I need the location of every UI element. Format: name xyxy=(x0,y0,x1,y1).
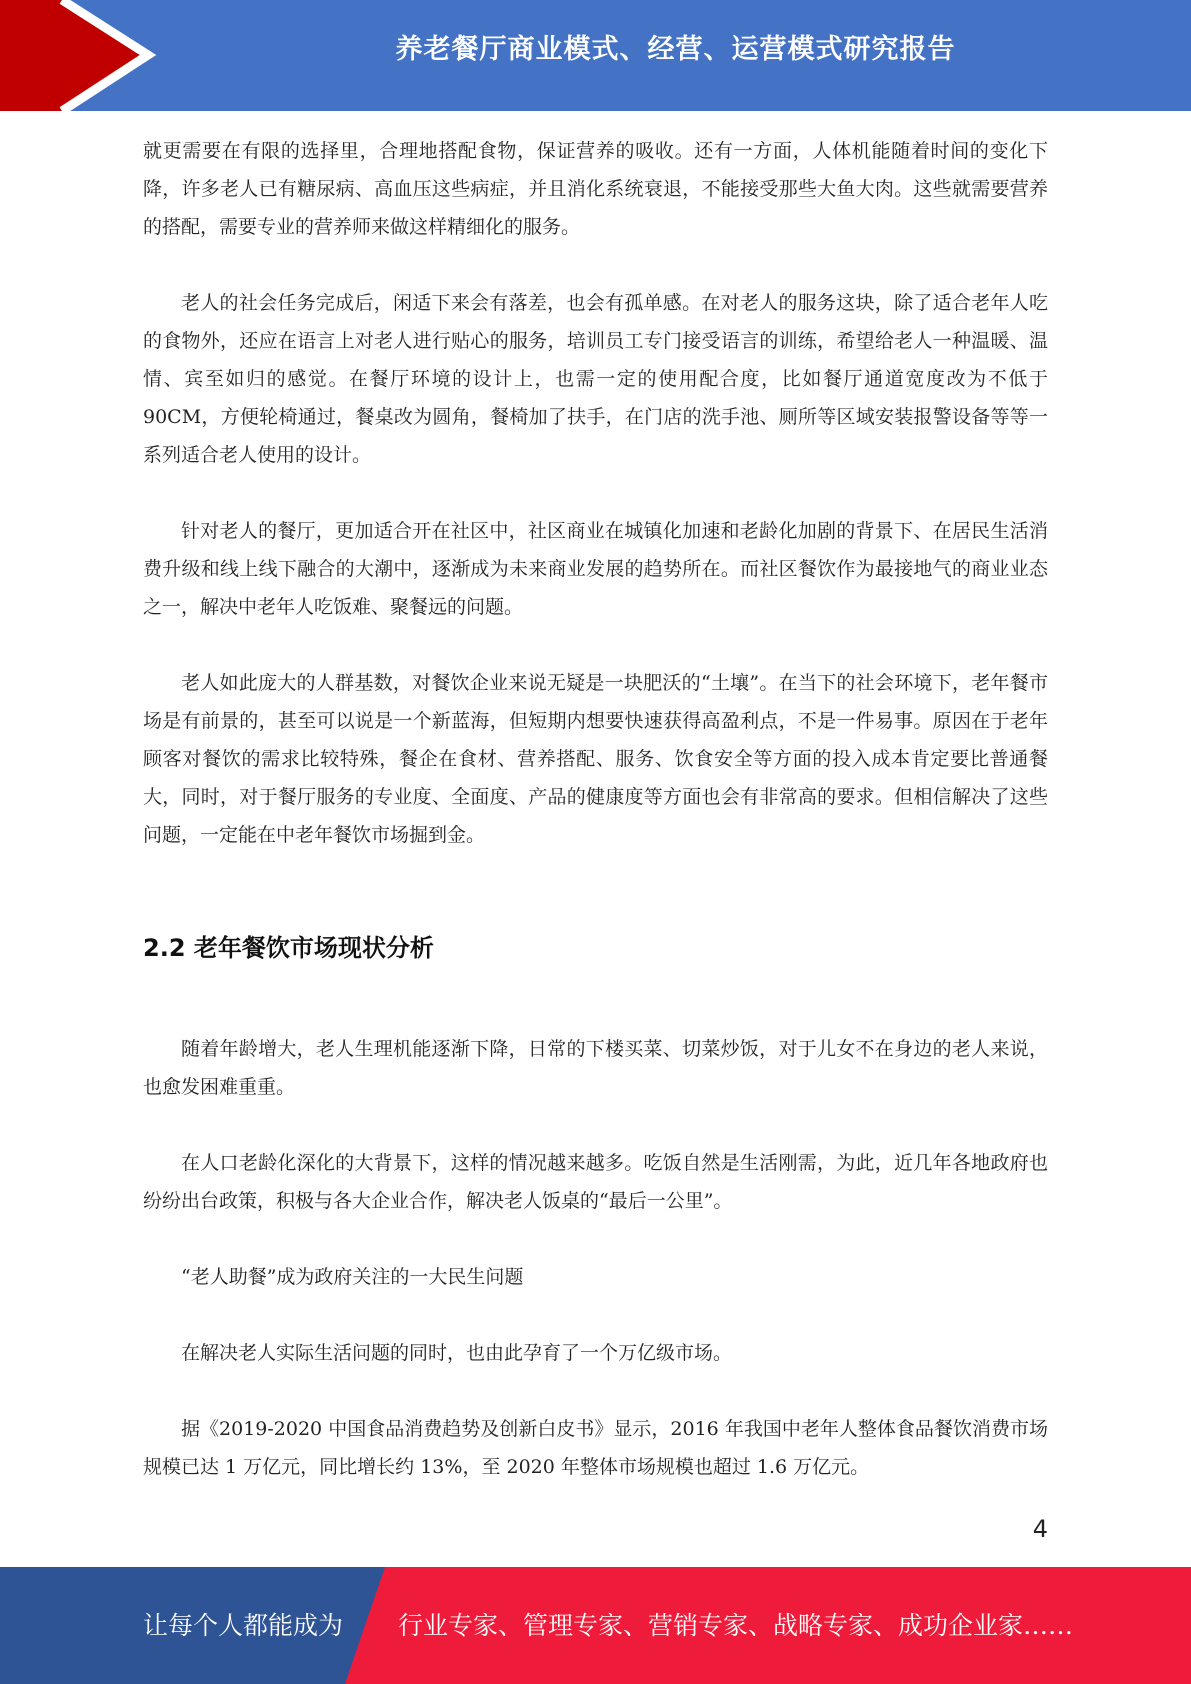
paragraph: 据《2019-2020 中国食品消费趋势及创新白皮书》显示，2016 年我国中老年人整体食品餐饮消费市场规模已达 1 万亿元，同比增长约 13%，至 2020 年整体市场规模也超过 1.6 万亿元。 xyxy=(143,1418,1048,1478)
header-banner xyxy=(0,0,1191,111)
paragraph: 在解决老人实际生活问题的同时，也由此孕育了一个万亿级市场。 xyxy=(181,1342,733,1364)
paragraph: 老人如此庞大的人群基数，对餐饮企业来说无疑是一块肥沃的“土壤”。在当下的社会环境下，老年餐市场是有前景的，甚至可以说是一个新蓝海，但短期内想要快速获得高盈利点，不是一件易事。原因在于老年顾客对餐饮的需求比较特殊，餐企在食材、营养搭配、服务、饮食安全等方面的投入成本肯定要比普通餐大，同时，对于餐厅服务的专业度、全面度、产品的健康度等方面也会有非常高的要求。但相信解决了这些问题，一定能在中老年餐饮市场掘到金。 xyxy=(143,672,1048,846)
footer-banner xyxy=(0,1567,1191,1684)
paragraph: 在人口老龄化深化的大背景下，这样的情况越来越多。吃饭自然是生活刚需，为此，近几年各地政府也纷纷出台政策，积极与各大企业合作，解决老人饭桌的“最后一公里”。 xyxy=(143,1152,1048,1212)
footer-slogan-right: 行业专家、管理专家、营销专家、战略专家、成功企业家…… xyxy=(398,1611,1074,1640)
page-number: 4 xyxy=(1032,1515,1048,1543)
paragraph: 针对老人的餐厅，更加适合开在社区中，社区商业在城镇化加速和老龄化加剧的背景下、在居民生活消费升级和线上线下融合的大潮中，逐渐成为未来商业发展的趋势所在。而社区餐饮作为最接地气的商业业态之一，解决中老年人吃饭难、聚餐远的问题。 xyxy=(143,520,1048,618)
section-heading: 2.2 老年餐饮市场现状分析 xyxy=(143,934,434,962)
paragraph: 老人的社会任务完成后，闲适下来会有落差，也会有孤单感。在对老人的服务这块，除了适合老年人吃的食物外，还应在语言上对老人进行贴心的服务，培训员工专门接受语言的训练，希望给老人一种温暖、温情、宾至如归的感觉。在餐厅环境的设计上，也需一定的使用配合度，比如餐厅通道宽度改为不低于 90CM，方便轮椅通过，餐桌改为圆角，餐椅加了扶手，在门店的洗手池、厕所等区域安装报警设备等等一系列适合老人使用的设计。 xyxy=(143,292,1048,466)
footer-slogan-left: 让每个人都能成为 xyxy=(143,1611,344,1640)
document-title: 养老餐厅商业模式、经营、运营模式研究报告 xyxy=(395,34,956,65)
paragraph: “老人助餐”成为政府关注的一大民生问题 xyxy=(181,1266,524,1288)
paragraph: 随着年龄增大，老人生理机能逐渐下降，日常的下楼买菜、切菜炒饭，对于儿女不在身边的老人来说，也愈发困难重重。 xyxy=(143,1038,1048,1098)
header-arrow-decoration xyxy=(0,0,170,111)
main-content xyxy=(143,132,1048,1524)
paragraph: 就更需要在有限的选择里，合理地搭配食物，保证营养的吸收。还有一方面，人体机能随着时间的变化下降，许多老人已有糖尿病、高血压这些病症，并且消化系统衰退，不能接受那些大鱼大肉。这些就需要营养的搭配，需要专业的营养师来做这样精细化的服务。 xyxy=(143,140,1048,238)
header-red-arrow-shape xyxy=(0,0,148,111)
